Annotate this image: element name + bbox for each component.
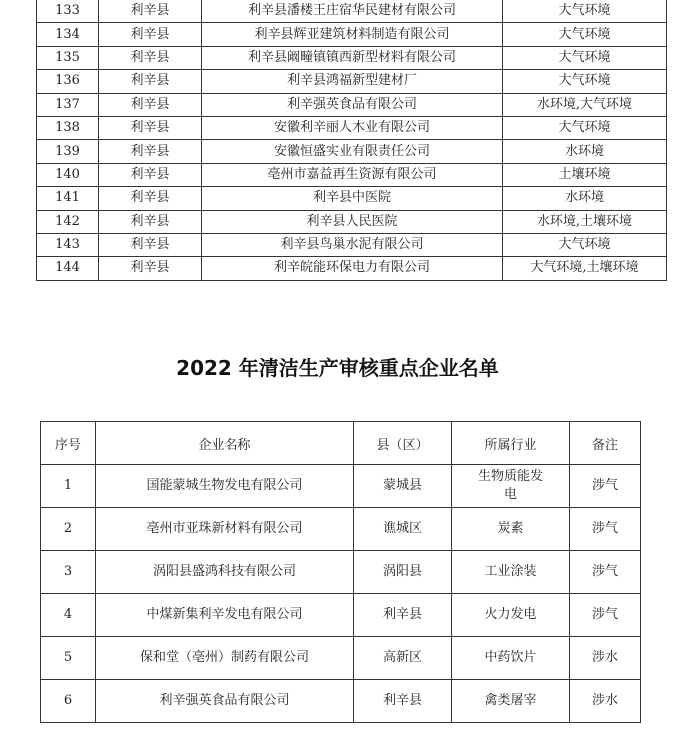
company-name-cell: 亳州市嘉益再生资源有限公司 [202,163,503,186]
company-name-cell: 利辛强英食品有限公司 [96,680,354,723]
county-cell: 利辛县 [99,210,202,233]
table-row [41,465,641,508]
industry-cell: 生物质能发电 [452,465,570,508]
company-name-cell: 利辛县鸟巢水泥有限公司 [202,233,503,256]
table-row [41,594,641,637]
audit-list-body [41,465,641,723]
serial-number-cell: 5 [41,637,96,680]
company-name-cell: 安徽恒盛实业有限责任公司 [202,140,503,163]
table-row [37,93,667,116]
serial-number-cell: 141 [37,187,99,210]
header-industry: 所属行业 [452,422,570,465]
table-row [37,210,667,233]
industry-cell: 火力发电 [452,594,570,637]
table-row [41,551,641,594]
serial-number-cell: 140 [37,163,99,186]
table-header-row [41,422,641,465]
environment-category-cell: 大气环境,土壤环境 [503,257,667,280]
table-row [37,0,667,23]
industry-cell: 工业涂装 [452,551,570,594]
county-cell: 利辛县 [99,116,202,139]
header-serial-number: 序号 [41,422,96,465]
county-cell: 利辛县 [99,23,202,46]
table-row [37,116,667,139]
note-cell: 涉气 [570,594,641,637]
serial-number-cell: 135 [37,46,99,69]
county-cell: 谯城区 [354,508,452,551]
table-row [41,680,641,723]
table-row [37,140,667,163]
table-row [37,187,667,210]
table-row [37,23,667,46]
header-county: 县（区） [354,422,452,465]
header-company-name: 企业名称 [96,422,354,465]
county-cell: 利辛县 [99,93,202,116]
county-cell: 利辛县 [99,46,202,69]
company-name-cell: 安徽利辛丽人木业有限公司 [202,116,503,139]
company-name-cell: 国能蒙城生物发电有限公司 [96,465,354,508]
company-name-cell: 保和堂（亳州）制药有限公司 [96,637,354,680]
environment-category-cell: 大气环境 [503,70,667,93]
environment-category-cell: 大气环境 [503,46,667,69]
company-name-cell: 涡阳县盛鸿科技有限公司 [96,551,354,594]
county-cell: 蒙城县 [354,465,452,508]
serial-number-cell: 133 [37,0,99,23]
county-cell: 利辛县 [354,680,452,723]
environment-category-cell: 大气环境 [503,23,667,46]
serial-number-cell: 3 [41,551,96,594]
environment-category-cell: 水环境 [503,187,667,210]
serial-number-cell: 2 [41,508,96,551]
table-row [41,637,641,680]
environment-category-cell: 水环境,大气环境 [503,93,667,116]
note-cell: 涉水 [570,680,641,723]
company-name-cell: 亳州市亚珠新材料有限公司 [96,508,354,551]
table-row [37,163,667,186]
serial-number-cell: 137 [37,93,99,116]
note-cell: 涉水 [570,637,641,680]
county-cell: 利辛县 [99,257,202,280]
serial-number-cell: 144 [37,257,99,280]
company-name-cell: 中煤新集利辛发电有限公司 [96,594,354,637]
county-cell: 利辛县 [99,163,202,186]
county-cell: 利辛县 [99,0,202,23]
serial-number-cell: 134 [37,23,99,46]
environment-category-cell: 土壤环境 [503,163,667,186]
environment-category-cell: 大气环境 [503,0,667,23]
enterprise-list-table-continued [36,0,667,281]
serial-number-cell: 142 [37,210,99,233]
table-row [37,46,667,69]
cleaner-production-audit-table [40,421,641,723]
company-name-cell: 利辛县人民医院 [202,210,503,233]
table-row [37,233,667,256]
serial-number-cell: 139 [37,140,99,163]
note-cell: 涉气 [570,465,641,508]
table-row [37,257,667,280]
serial-number-cell: 6 [41,680,96,723]
company-name-cell: 利辛县中医院 [202,187,503,210]
serial-number-cell: 143 [37,233,99,256]
company-name-cell: 利辛县潘楼王庄宿华民建材有限公司 [202,0,503,23]
company-name-cell: 利辛皖能环保电力有限公司 [202,257,503,280]
environment-category-cell: 水环境,土壤环境 [503,210,667,233]
serial-number-cell: 4 [41,594,96,637]
document-title: 2022 年清洁生产审核重点企业名单 [176,356,499,380]
industry-cell: 禽类屠宰 [452,680,570,723]
company-name-cell: 利辛县辉亚建筑材料制造有限公司 [202,23,503,46]
county-cell: 利辛县 [99,233,202,256]
enterprise-list-body [37,0,667,280]
county-cell: 利辛县 [99,187,202,210]
county-cell: 高新区 [354,637,452,680]
table-row [37,70,667,93]
industry-cell: 中药饮片 [452,637,570,680]
county-cell: 涡阳县 [354,551,452,594]
serial-number-cell: 1 [41,465,96,508]
industry-cell: 炭素 [452,508,570,551]
company-name-cell: 利辛县阚疃镇镇西新型材料有限公司 [202,46,503,69]
serial-number-cell: 138 [37,116,99,139]
county-cell: 利辛县 [99,140,202,163]
note-cell: 涉气 [570,551,641,594]
company-name-cell: 利辛县鸿福新型建材厂 [202,70,503,93]
note-cell: 涉气 [570,508,641,551]
serial-number-cell: 136 [37,70,99,93]
county-cell: 利辛县 [354,594,452,637]
environment-category-cell: 大气环境 [503,116,667,139]
header-note: 备注 [570,422,641,465]
county-cell: 利辛县 [99,70,202,93]
environment-category-cell: 大气环境 [503,233,667,256]
company-name-cell: 利辛强英食品有限公司 [202,93,503,116]
environment-category-cell: 水环境 [503,140,667,163]
table-row [41,508,641,551]
